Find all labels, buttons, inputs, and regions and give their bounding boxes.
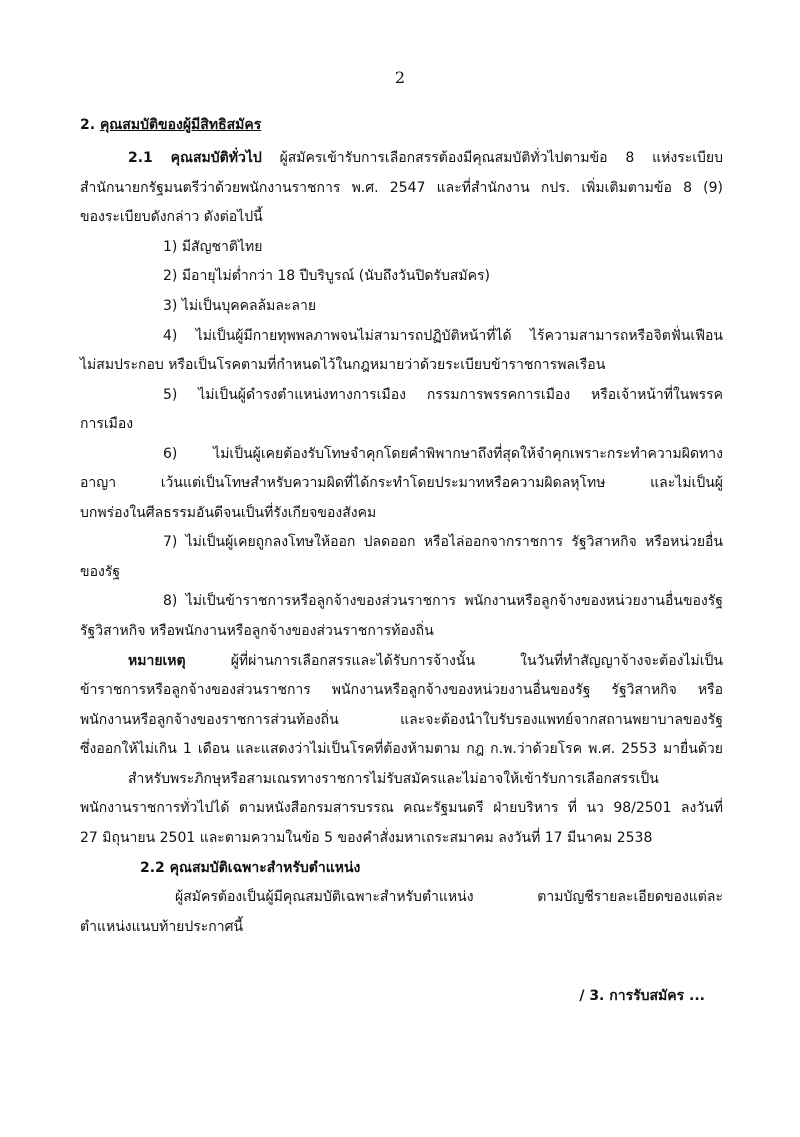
s22-heading: 2.2 คุณสมบัติเฉพาะสำหรับตำแหน่ง [140, 860, 361, 876]
section-number: 2. [80, 117, 96, 133]
note-line4: ซึ่งออกให้ไม่เกิน 1 เดือน และแสดงว่าไม่เป็นโรคที่ต้องห้ามตาม กฎ ก.พ.ว่าด้วยโรค พ.ศ. 2553 มายื่นด้วย [80, 741, 723, 757]
s22-line2: ตำแหน่งแนบท้ายประกาศนี้ [80, 919, 244, 935]
continuation-footer: / 3. การรับสมัคร ... [579, 988, 705, 1004]
s22-line1: ผู้สมัครต้องเป็นผู้มีคุณสมบัติเฉพาะสำหรับตำแหน่ง ตามบัญชีรายละเอียดของแต่ละ [175, 889, 723, 905]
item-6-line1: 6) ไม่เป็นผู้เคยต้องรับโทษจำคุกโดยคำพิพากษาถึงที่สุดให้จำคุกเพราะกระทำความผิดทาง [163, 446, 723, 462]
item-5-line2: การเมือง [80, 416, 134, 432]
s21-line1 [128, 148, 723, 168]
item-6-line3: บกพร่องในศีลธรรมอันดีจนเป็นที่รังเกียจของสังคม [80, 505, 377, 521]
item-2: 2) มีอายุไม่ต่ำกว่า 18 ปีบริบูรณ์ (นับถึงวันปิดรับสมัคร) [163, 268, 490, 284]
note-line1 [128, 651, 723, 671]
note-line7: 27 มิถุนายน 2501 และตามความในข้อ 5 ของคำสั่งมหาเถระสมาคม ลงวันที่ 17 มีนาคม 2538 [80, 830, 653, 846]
item-7-line1: 7) ไม่เป็นผู้เคยถูกลงโทษให้ออก ปลดออก หรือไล่ออกจากราชการ รัฐวิสาหกิจ หรือหน่วยอื่น [163, 534, 723, 550]
note-line3: พนักงานหรือลูกจ้างของราชการส่วนท้องถิ่น และจะต้องนำใบรับรองแพทย์จากสถานพยาบาลของรัฐ [80, 712, 723, 728]
s21-line3: ของระเบียบดังกล่าว ดังต่อไปนี้ [80, 209, 263, 225]
item-8-line2: รัฐวิสาหกิจ หรือพนักงานหรือลูกจ้างของส่วนราชการท้องถิ่น [80, 623, 434, 639]
note-label: หมายเหตุ [128, 653, 186, 669]
s21-text: ผู้สมัครเข้ารับการเลือกสรรต้องมีคุณสมบัติทั่วไปตามข้อ 8 แห่งระเบียบ [279, 150, 723, 166]
s21-line2: สำนักนายกรัฐมนตรีว่าด้วยพนักงานราชการ พ.ศ. 2547 และที่สำนักงาน กปร. เพิ่มเติมตามข้อ 8 (9) [80, 180, 723, 196]
note-line6: พนักงานราชการทั่วไปได้ ตามหนังสือกรมสารบรรณ คณะรัฐมนตรี ฝ่ายบริหาร ที่ นว 98/2501 ลงวันที่ [80, 800, 723, 816]
item-1: 1) มีสัญชาติไทย [163, 239, 263, 255]
note-line5: สำหรับพระภิกษุหรือสามเณรทางราชการไม่รับสมัครและไม่อาจให้เข้ารับการเลือกสรรเป็น [128, 771, 659, 787]
item-5-line1: 5) ไม่เป็นผู้ดำรงตำแหน่งทางการเมือง กรรมการพรรคการเมือง หรือเจ้าหน้าที่ในพรรค [163, 387, 723, 403]
item-4-line1: 4) ไม่เป็นผู้มีกายทุพพลภาพจนไม่สามารถปฏิบัติหน้าที่ได้ ไร้ความสามารถหรือจิตฟั่นเฟือน [163, 328, 723, 344]
s21-number: 2.1 [128, 150, 153, 166]
note-line2: ข้าราชการหรือลูกจ้างของส่วนราชการ พนักงานหรือลูกจ้างของหน่วยงานอื่นของรัฐ รัฐวิสาหกิจ หรือ [80, 682, 723, 698]
item-7-line2: ของรัฐ [80, 564, 121, 580]
note-text: ผู้ที่ผ่านการเลือกสรรและได้รับการจ้างนั้น ในวันที่ทำสัญญาจ้างจะต้องไม่เป็น [230, 653, 723, 669]
item-6-line2: อาญา เว้นแต่เป็นโทษสำหรับความผิดที่ได้กระทำโดยประมาทหรือความผิดลหุโทษ และไม่เป็นผู้ [80, 475, 723, 491]
section-heading [80, 115, 261, 135]
section-title: คุณสมบัติของผู้มีสิทธิสมัคร [99, 117, 262, 133]
item-3: 3) ไม่เป็นบุคคลล้มละลาย [163, 298, 317, 314]
s21-title: คุณสมบัติทั่วไป [170, 150, 262, 166]
item-8-line1: 8) ไม่เป็นข้าราชการหรือลูกจ้างของส่วนราชการ พนักงานหรือลูกจ้างของหน่วยงานอื่นของรัฐ [163, 593, 723, 609]
page-number: 2 [394, 68, 406, 87]
item-4-line2: ไม่สมประกอบ หรือเป็นโรคตามที่กำหนดไว้ในกฎหมายว่าด้วยระเบียบข้าราชการพลเรือน [80, 357, 606, 373]
